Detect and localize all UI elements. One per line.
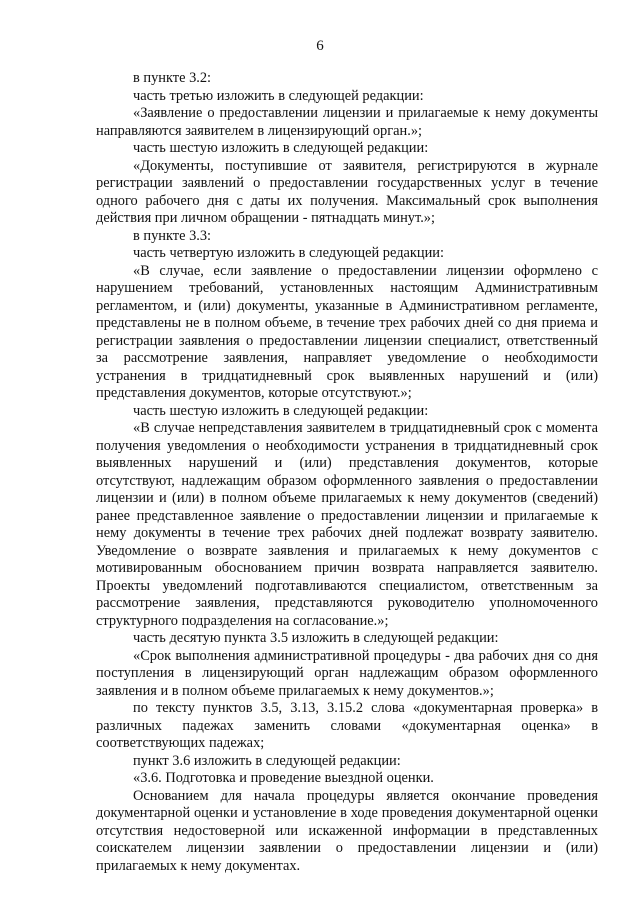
paragraph: по тексту пунктов 3.5, 3.13, 3.15.2 слова «документарная проверка» в различных падежах заменить словами «документарная оценка» в соответствующих падежах;	[96, 700, 598, 751]
paragraph: «Срок выполнения административной процедуры - два рабочих дня со дня поступления в лицензирующий орган надлежащим образом оформленного заявления и в полном объеме прилагаемых к нему документов.»;	[96, 647, 598, 699]
paragraph: Основанием для начала процедуры является окончание проведения документарной оценки и установление в ходе проведения документарной оценки отсутствия недостоверной или искаженной информации в представленных соискателем лицензии заявлении о предоставлении лицензии и (или) прилагаемых к нему документах.	[96, 787, 598, 874]
document-body	[96, 70, 598, 875]
page-number: 6	[316, 38, 324, 54]
paragraph: часть четвертую изложить в следующей редакции:	[133, 245, 445, 261]
paragraph: часть шестую изложить в следующей редакции:	[133, 402, 429, 419]
paragraph: «Заявление о предоставлении лицензии и прилагаемые к нему документы направляются заявителем в лицензирующий орган.»;	[96, 105, 598, 139]
paragraph: «3.6. Подготовка и проведение выездной оценки.	[133, 770, 434, 786]
paragraph: в пункте 3.2:	[133, 70, 212, 86]
paragraph: часть третью изложить в следующей редакции:	[133, 87, 424, 104]
paragraph: пункт 3.6 изложить в следующей редакции:	[133, 752, 401, 769]
paragraph: часть десятую пункта 3.5 изложить в следующей редакции:	[133, 630, 499, 646]
paragraph: часть шестую изложить в следующей редакции:	[133, 140, 429, 156]
paragraph: в пункте 3.3:	[133, 227, 212, 244]
paragraph: «В случае непредставления заявителем в тридцатидневный срок с момента получения уведомления о необходимости устранения в тридцатидневный срок выявленных нарушений и (или) представления документов, которые отсутствуют, надлежащим образом оформленного заявления о предоставлении лицензии и (или) в полном объеме прилагаемых к нему документов (сведений) ранее представленное заявление о предоставлении лицензии и прилагаемые к нему документы в течение трех рабочих дней подлежат возврату заявителю. Уведомление о возврате заявления и прилагаемых к нему документов с мотивированным обоснованием причин возврата направляется заявителю. Проекты уведомлений подготавливаются специалистом, ответственным за рассмотрение заявления, представляются руководителю уполномоченного структурного подразделения на согласование.»;	[96, 420, 598, 629]
paragraph: «Документы, поступившие от заявителя, регистрируются в журнале регистрации заявлений о предоставлении государственных услуг в течение одного рабочего дня с даты их получения. Максимальный срок выполнения действия при личном обращении - пятнадцать минут.»;	[96, 157, 598, 226]
paragraph: «В случае, если заявление о предоставлении лицензии оформлено с нарушением требований, установленных настоящим Административным регламентом, и (или) документы, указанные в Административном регламенте, представлены не в полном объеме, в течение трех рабочих дней со дня приема и регистрации заявления о предоставлении лицензии специалист, ответственный за рассмотрение заявления, направляет уведомление о необходимости устранения в тридцатидневный срок выявленных нарушений и (или) представления документов, которые отсутствуют.»;	[96, 262, 598, 401]
